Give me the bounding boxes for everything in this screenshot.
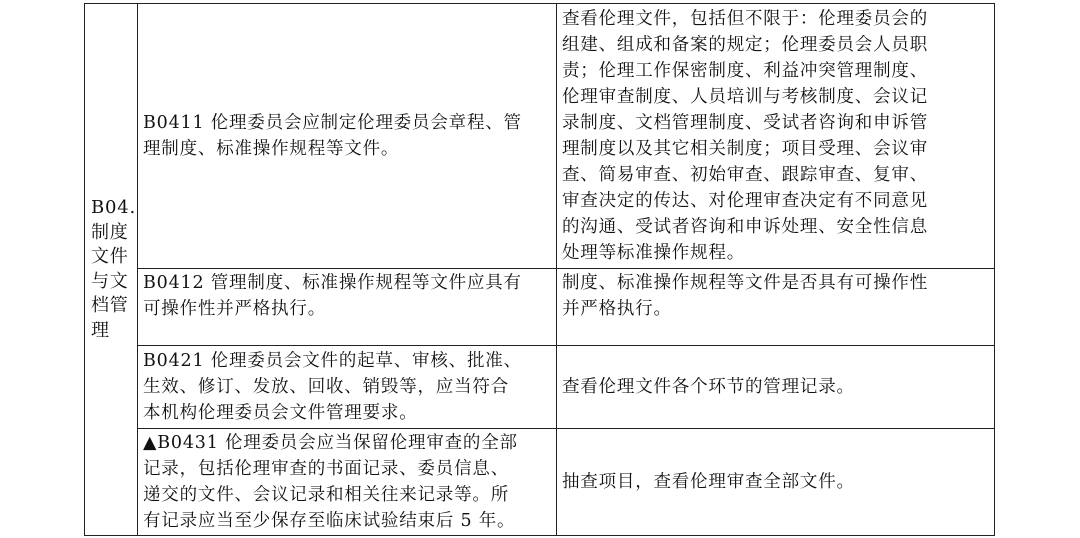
category-code: B04. (91, 197, 137, 218)
category-line: 理 (91, 319, 110, 341)
category-line: 文件 (91, 246, 129, 267)
requirement-line: 生效、修订、发放、回收、销毁等，应当符合 (143, 377, 509, 397)
requirement-line: 可操作性并严格执行。 (143, 299, 326, 319)
method-line: 理制度以及其它相关制度；项目受理、会议审 (562, 139, 928, 159)
requirement-line: 理制度、标准操作规程等文件。 (143, 139, 400, 159)
method-cell (557, 429, 995, 536)
requirement-cell (138, 4, 557, 269)
method-line: 的沟通、受试者咨询和申诉处理、安全性信息 (562, 217, 928, 237)
method-cell (557, 269, 995, 346)
method-line: 组建、组成和备案的规定；伦理委员会人员职 (562, 35, 928, 55)
method-line: 处理等标准操作规程。 (562, 243, 745, 263)
requirement-line: 本机构伦理委员会文件管理要求。 (143, 403, 418, 423)
method-line: 录制度、文档管理制度、受试者咨询和申诉管 (562, 113, 928, 133)
requirement-line: 记录，包括伦理审查的书面记录、委员信息、 (143, 459, 509, 479)
method-line: 伦理审查制度、人员培训与考核制度、会议记 (562, 87, 928, 107)
method-line: 审查决定的传达、对伦理审查决定有不同意见 (562, 191, 928, 211)
method-line: 抽查项目，查看伦理审查全部文件。 (562, 472, 855, 492)
requirement-line: 递交的文件、会议记录和相关往来记录等。所 (143, 485, 509, 505)
requirement-line: 有记录应当至少保存至临床试验结束后 5 年。 (143, 511, 516, 531)
method-line: 查看伦理文件各个环节的管理记录。 (562, 377, 855, 397)
method-line: 制度、标准操作规程等文件是否具有可操作性 (562, 273, 928, 293)
method-line: 查看伦理文件，包括但不限于：伦理委员会的 (562, 9, 928, 29)
method-cell (557, 346, 995, 429)
standards-table (84, 3, 995, 536)
method-cell (557, 4, 995, 269)
table-row (85, 346, 995, 429)
method-line: 查、简易审查、初始审查、跟踪审查、复审、 (562, 165, 928, 185)
requirement-cell (138, 346, 557, 429)
category-cell (85, 4, 138, 536)
method-line: 并严格执行。 (562, 299, 672, 319)
table-row (85, 269, 995, 346)
category-line: 档管 (91, 295, 129, 316)
category-line: 与文 (91, 270, 129, 292)
requirement-line: B0412 管理制度、标准操作规程等文件应具有 (143, 273, 522, 293)
requirement-line: ▲B0431 伦理委员会应当保留伦理审查的全部 (143, 433, 518, 453)
table-row (85, 429, 995, 536)
requirement-line: B0421 伦理委员会文件的起草、审核、批准、 (143, 351, 522, 371)
requirement-line: B0411 伦理委员会应制定伦理委员会章程、管 (143, 113, 522, 133)
category-line: 制度 (91, 221, 129, 243)
requirement-cell (138, 429, 557, 536)
table-row (85, 4, 995, 269)
method-line: 责；伦理工作保密制度、利益冲突管理制度、 (562, 61, 928, 81)
requirement-cell (138, 269, 557, 346)
